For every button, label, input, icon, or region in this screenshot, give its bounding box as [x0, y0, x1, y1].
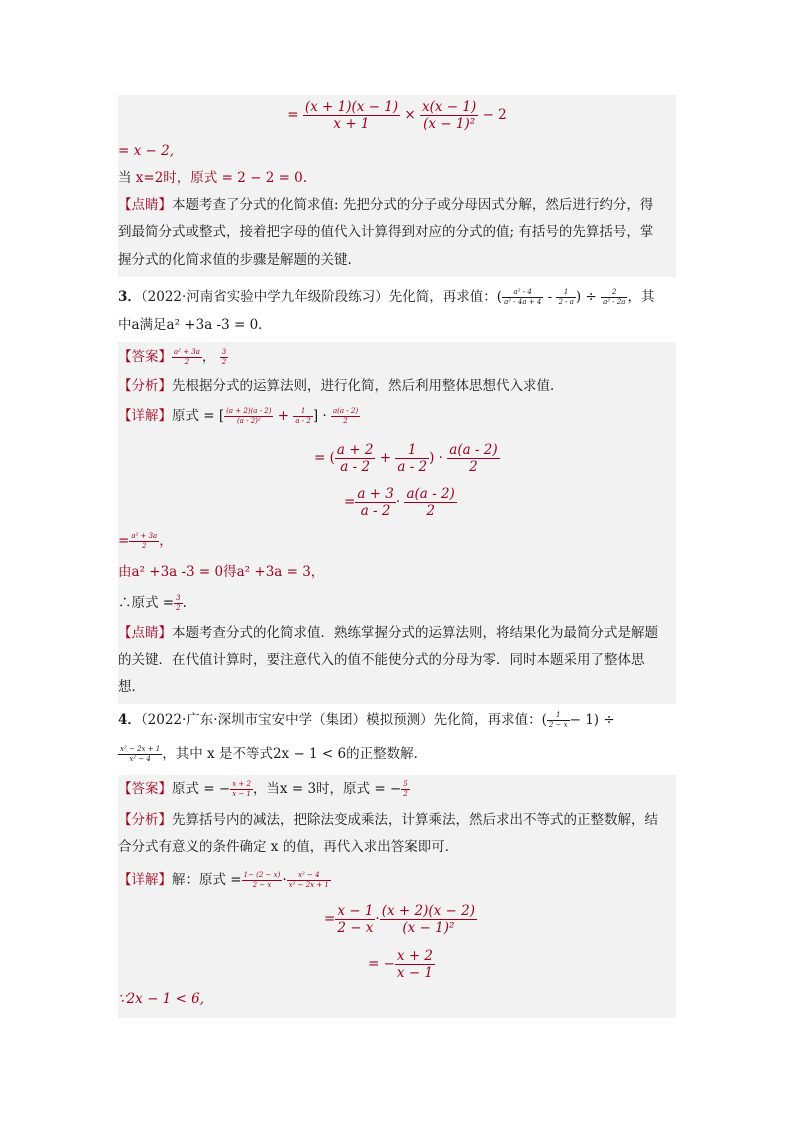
fraction: $\frac{\text{a² + 3a}}{2}$ [174, 348, 200, 366]
q3-question: 3．（2022·河南省实验中学九年级阶段练习）先化简，再求值：( $\frac{\text{a² - 4}}{\text{a² - 4a + 4}}$ - $\frac{1}{2 - a}$ ) ÷ $\frac{2}{\text{a² - 2a}}$ ，其 [118, 288, 655, 306]
q4-step2: = − $\frac{x + 2}{x - 1}$ [368, 948, 434, 981]
q4-question: 4．（2022·广东·深圳市宝安中学（集团）模拟预测）先化简，再求值：( $\frac{1}{2 - x}$ − 1) ÷ [118, 711, 615, 729]
fraction: $\frac{a + 2}{a - 2}$ [336, 442, 374, 475]
fraction: $\frac{a(a - 2)}{2}$ [333, 407, 359, 425]
q2-tip-line3: 握分式的化简求值的步骤是解题的关键. [118, 252, 352, 268]
q4-step1: = $\frac{x - 1}{2 - x}$ · $\frac{(x + 2)(x - 2)}{\text{(x − 1)²}}$ [324, 903, 475, 936]
fraction: $\frac{a(a - 2)}{2}$ [406, 486, 455, 519]
q2-substitution: 当 x=2时，原式 = 2 − 2 = 0. [118, 170, 308, 186]
q2-step-equation: = $\frac{(x + 1)(x - 1)}{x + 1}$ × $\frac{x(x - 1)}{\text{(x − 1)²}}$ − 2 [287, 99, 507, 132]
fraction: $\frac{3}{2}$ [176, 594, 181, 612]
fraction: $\frac{\text{x² − 2x + 1}}{\text{x² − 4}}$ [120, 745, 161, 763]
q3-step5: ∴原式 = $\frac{3}{2}$ . [118, 594, 187, 612]
q4-analysis-line2: 合分式有意义的条件确定 x 的值，再代入求出答案即可． [118, 839, 459, 855]
q4-condition: $\frac{\text{x² − 2x + 1}}{\text{x² − 4}}$ ，其中 x 是不等式2x − 1 < 6的正整数解． [120, 745, 428, 763]
fraction: $\frac{a + 3}{a - 2}$ [357, 486, 394, 519]
q3-tip-line2: 的关键．在代值计算时，要注意代入的值不能使分式的分母为零．同时本题采用了整体思 [118, 652, 645, 668]
fraction: $\frac{a(a - 2)}{2}$ [449, 442, 498, 475]
fraction: $\frac{1}{a - 2}$ [397, 442, 428, 475]
q3-tip-line3: 想． [118, 679, 145, 695]
q2-tip-line2: 到最简分式或整式，接着把字母的值代入计算得到对应的分式的值; 有括号的先算括号，掌 [118, 224, 654, 240]
fraction: $\frac{x + 2}{x - 1}$ [232, 780, 251, 798]
q3-step1: = ( $\frac{a + 2}{a - 2}$ + $\frac{1}{a - 2}$ ) · $\frac{a(a - 2)}{2}$ [314, 442, 498, 475]
q4-detail: 【详解】解：原式 = $\frac{1- (2 - x)}{2 - x}$ · $\frac{\text{x² − 4}}{\text{x² − 2x + 1}}$ [118, 871, 329, 889]
q3-tip: 【点睛】本题考查分式的化简求值．熟练掌握分式的运算法则，将结果化为最简分式是解题 [118, 625, 658, 641]
q4-answer: 【答案】原式 = − $\frac{x + 2}{x - 1}$ ，当x = 3时，原式 = − $\frac{5}{2}$ [118, 780, 408, 798]
fraction: $\frac{5}{2}$ [403, 780, 408, 798]
q3-step3: = $\frac{\text{a² + 3a}}{2}$ ， [118, 532, 173, 550]
fraction: $\frac{(a + 2)(a - 2)}{\text{(a - 2)²}}$ [226, 407, 272, 425]
q3-step4: 由a² +3a -3 = 0得a² +3a = 3， [118, 564, 325, 580]
fraction: $\frac{(x + 2)(x - 2)}{\text{(x − 1)²}}$ [381, 903, 475, 936]
fraction: $\frac{\text{a² - 4}}{\text{a² - 4a + 4}}$ [504, 288, 542, 306]
q2-step-result: = x − 2, [118, 143, 174, 159]
q4-analysis: 【分析】先算括号内的减法，把除法变成乘法，计算乘法，然后求出不等式的正整数解，结 [118, 812, 658, 828]
document-page [118, 0, 676, 1123]
fraction: $\frac{x + 2}{x - 1}$ [396, 948, 434, 981]
q3-step2: = $\frac{a + 3}{a - 2}$ · $\frac{a(a - 2)}{2}$ [344, 486, 455, 519]
fraction: $\frac{1}{2 - x}$ [548, 711, 568, 729]
fraction: $\frac{3}{2}$ [221, 348, 227, 366]
q4-step3: ∵2x − 1 < 6, [118, 991, 205, 1007]
fraction: $\frac{1- (2 - x)}{2 - x}$ [243, 871, 281, 889]
fraction: $\frac{1}{2 - a}$ [558, 288, 574, 306]
q3-answer: 【答案】 $\frac{\text{a² + 3a}}{2}$ ， $\frac{3}{2}$ [118, 348, 227, 366]
q3-condition: 中a满足a² +3a -3 = 0． [118, 317, 272, 333]
q2-tip: 【点睛】本题考查了分式的化简求值: 先把分式的分子或分母因式分解，然后进行约分，得 [118, 197, 654, 213]
fraction: $\frac{(x + 1)(x - 1)}{x + 1}$ [304, 99, 399, 132]
fraction: $\frac{2}{\text{a² - 2a}}$ [603, 288, 626, 306]
fraction: $\frac{x(x - 1)}{\text{(x − 1)²}}$ [422, 99, 477, 132]
fraction: $\frac{\text{x² − 4}}{\text{x² − 2x + 1}}$ [288, 871, 329, 889]
fraction: $\frac{\text{a² + 3a}}{2}$ [131, 532, 158, 550]
fraction: $\frac{x - 1}{2 - x}$ [337, 903, 374, 936]
q3-analysis: 【分析】先根据分式的运算法则，进行化简，然后利用整体思想代入求值． [118, 378, 564, 394]
q3-detail: 【详解】原式 = [ $\frac{(a + 2)(a - 2)}{\text{(a - 2)²}}$ + $\frac{1}{a - 2}$ ] · $\frac{a(a - 2)}{2}$ [118, 407, 359, 425]
fraction: $\frac{1}{a - 2}$ [295, 407, 311, 425]
